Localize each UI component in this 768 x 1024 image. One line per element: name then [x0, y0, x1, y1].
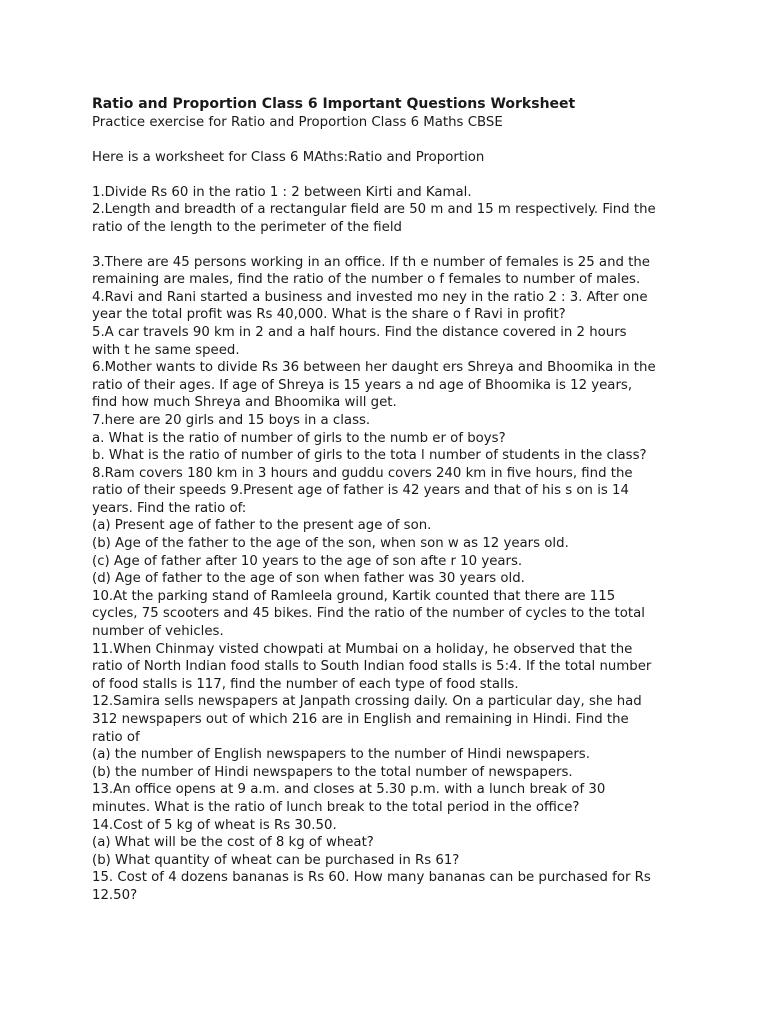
text-line: 10.At the parking stand of Ramleela ground, Kartik counted that there are 115 — [92, 588, 616, 604]
text-line: ratio of North Indian food stalls to South Indian food stalls is 5:4. If the total number — [92, 659, 652, 675]
text-line: 7.here are 20 girls and 15 boys in a class. — [92, 412, 371, 428]
text-line: minutes. What is the ratio of lunch break to the total period in the office? — [92, 799, 580, 815]
text-line: remaining are males, find the ratio of the number o f females to number of males. — [92, 272, 641, 288]
text-line: (a) What will be the cost of 8 kg of wheat? — [92, 835, 374, 851]
text-line: 2.Length and breadth of a rectangular field are 50 m and 15 m respectively. Find the — [92, 202, 656, 218]
text-line: 13.An office opens at 9 a.m. and closes at 5.30 p.m. with a lunch break of 30 — [92, 782, 606, 798]
text-line: 4.Ravi and Rani started a business and invested mo ney in the ratio 2 : 3. After one — [92, 289, 648, 305]
text-line: (a) Present age of father to the present age of son. — [92, 518, 432, 534]
document-subtitle: Practice exercise for Ratio and Proportion Class 6 Maths CBSE — [92, 114, 503, 130]
text-line: 5.A car travels 90 km in 2 and a half hours. Find the distance covered in 2 hours — [92, 324, 627, 340]
text-line: 3.There are 45 persons working in an office. If th e number of females is 25 and the — [92, 254, 650, 270]
text-line: ratio of their speeds 9.Present age of father is 42 years and that of his s on is 14 — [92, 483, 629, 499]
text-line: a. What is the ratio of number of girls to the numb er of boys? — [92, 430, 506, 446]
text-line: 12.50? — [92, 887, 138, 903]
question-block-2 — [92, 254, 692, 905]
text-line: (c) Age of father after 10 years to the age of son afte r 10 years. — [92, 553, 523, 569]
text-line: 8.Ram covers 180 km in 3 hours and guddu covers 240 km in five hours, find the — [92, 465, 633, 481]
worksheet-content — [92, 96, 692, 905]
text-line: cycles, 75 scooters and 45 bikes. Find the ratio of the number of cycles to the total — [92, 606, 645, 622]
text-line: number of vehicles. — [92, 624, 224, 640]
text-line: 15. Cost of 4 dozens bananas is Rs 60. How many bananas can be purchased for Rs — [92, 870, 651, 886]
text-line: find how much Shreya and Bhoomika will get. — [92, 395, 397, 411]
text-line: years. Find the ratio of: — [92, 500, 247, 516]
text-line: year the total profit was Rs 40,000. What is the share o f Ravi in profit? — [92, 307, 566, 323]
text-line: 12.Samira sells newspapers at Janpath crossing daily. On a particular day, she had — [92, 694, 642, 710]
text-line: of food stalls is 117, find the number of each type of food stalls. — [92, 676, 519, 692]
intro-text: Here is a worksheet for Class 6 MAths:Ratio and Proportion — [92, 150, 485, 166]
text-line: 14.Cost of 5 kg of wheat is Rs 30.50. — [92, 817, 337, 833]
text-line: with t he same speed. — [92, 342, 240, 358]
text-line: 11.When Chinmay visted chowpati at Mumbai on a holiday, he observed that the — [92, 641, 633, 657]
text-line: ratio of — [92, 729, 140, 745]
text-line: 1.Divide Rs 60 in the ratio 1 : 2 between Kirti and Kamal. — [92, 184, 472, 200]
paragraph-gap — [92, 237, 692, 254]
document-title: Ratio and Proportion Class 6 Important Questions Worksheet — [92, 96, 576, 112]
question-block-1 — [92, 184, 692, 237]
text-line: (d) Age of father to the age of son when father was 30 years old. — [92, 571, 525, 587]
text-line: (a) the number of English newspapers to the number of Hindi newspapers. — [92, 747, 590, 763]
text-line: ratio of their ages. If age of Shreya is 15 years a nd age of Bhoomika is 12 years, — [92, 377, 633, 393]
text-line: (b) Age of the father to the age of the son, when son w as 12 years old. — [92, 536, 569, 552]
text-line: 6.Mother wants to divide Rs 36 between her daught ers Shreya and Bhoomika in the — [92, 360, 656, 376]
text-line: ratio of the length to the perimeter of the field — [92, 219, 402, 235]
text-line: b. What is the ratio of number of girls to the tota l number of students in the class? — [92, 448, 647, 464]
text-line: 312 newspapers out of which 216 are in English and remaining in Hindi. Find the — [92, 712, 629, 727]
text-line: (b) the number of Hindi newspapers to the total number of newspapers. — [92, 764, 573, 780]
text-line: (b) What quantity of wheat can be purchased in Rs 61? — [92, 852, 460, 868]
